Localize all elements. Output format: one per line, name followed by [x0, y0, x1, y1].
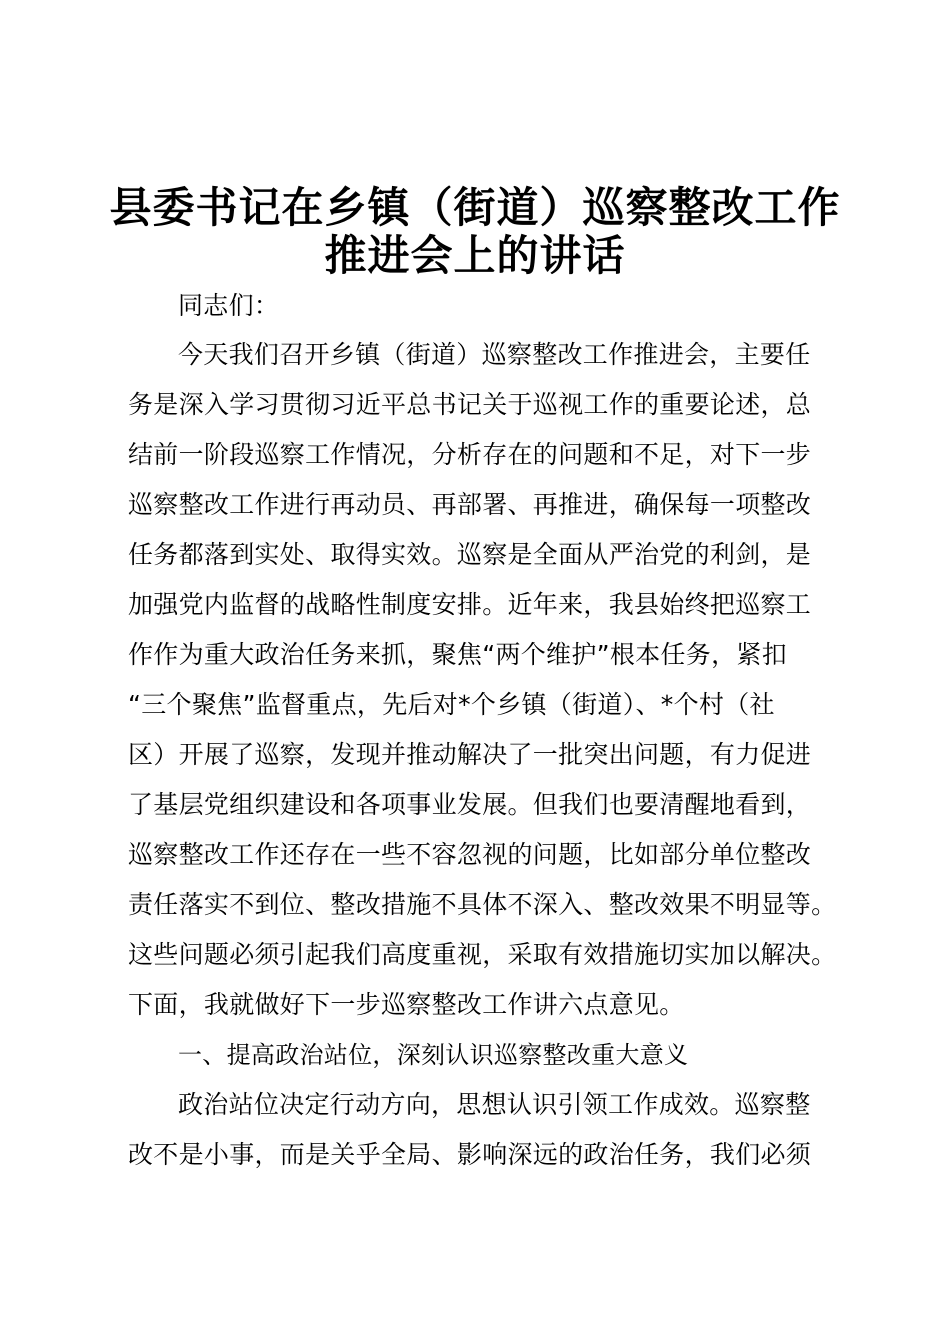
paragraph-line: 了基层党组织建设和各项事业发展。但我们也要清醒地看到， [128, 790, 812, 819]
paragraph-line: 任务都落到实处、取得实效。巡察是全面从严治党的利剑，是 [128, 540, 812, 569]
paragraph-line: 下面，我就做好下一步巡察整改工作讲六点意见。 [128, 990, 685, 1019]
paragraph-line: 结前一阶段巡察工作情况，分析存在的问题和不足，对下一步 [128, 440, 812, 469]
paragraph-line: 区）开展了巡察，发现并推动解决了一批突出问题，有力促进 [128, 740, 812, 769]
paragraph-line: 巡察整改工作进行再动员、再部署、再推进，确保每一项整改 [128, 490, 812, 519]
paragraph-1 [128, 330, 848, 1030]
greeting: 同志们： [178, 291, 280, 320]
section-heading-1: 一、提高政治站位，深刻认识巡察整改重大意义 [178, 1041, 689, 1069]
paragraph-line: 改不是小事，而是关乎全局、影响深远的政治任务，我们必须 [128, 1140, 812, 1169]
paragraph-line: 责任落实不到位、整改措施不具体不深入、整改效果不明显等。 [128, 890, 837, 919]
document-title-line-1: 县委书记在乡镇（街道）巡察整改工作 [109, 183, 841, 232]
paragraph-line: 这些问题必须引起我们高度重视，采取有效措施切实加以解决。 [128, 940, 837, 969]
paragraph-line: 作作为重大政治任务来抓，聚焦“两个维护”根本任务，紧扣 [128, 640, 788, 669]
paragraph-line: 务是深入学习贯彻习近平总书记关于巡视工作的重要论述，总 [128, 390, 812, 419]
paragraph-line: “三个聚焦”监督重点，先后对*个乡镇（街道）、*个村（社 [128, 690, 775, 719]
paragraph-line: 政治站位决定行动方向，思想认识引领工作成效。巡察整 [178, 1090, 811, 1119]
paragraph-line: 今天我们召开乡镇（街道）巡察整改工作推进会，主要任 [178, 340, 811, 369]
paragraph-2 [128, 1080, 848, 1180]
paragraph-line: 加强党内监督的战略性制度安排。近年来，我县始终把巡察工 [128, 590, 812, 619]
paragraph-line: 巡察整改工作还存在一些不容忽视的问题，比如部分单位整改 [128, 840, 812, 869]
document-title-line-2: 推进会上的讲话 [324, 231, 626, 280]
